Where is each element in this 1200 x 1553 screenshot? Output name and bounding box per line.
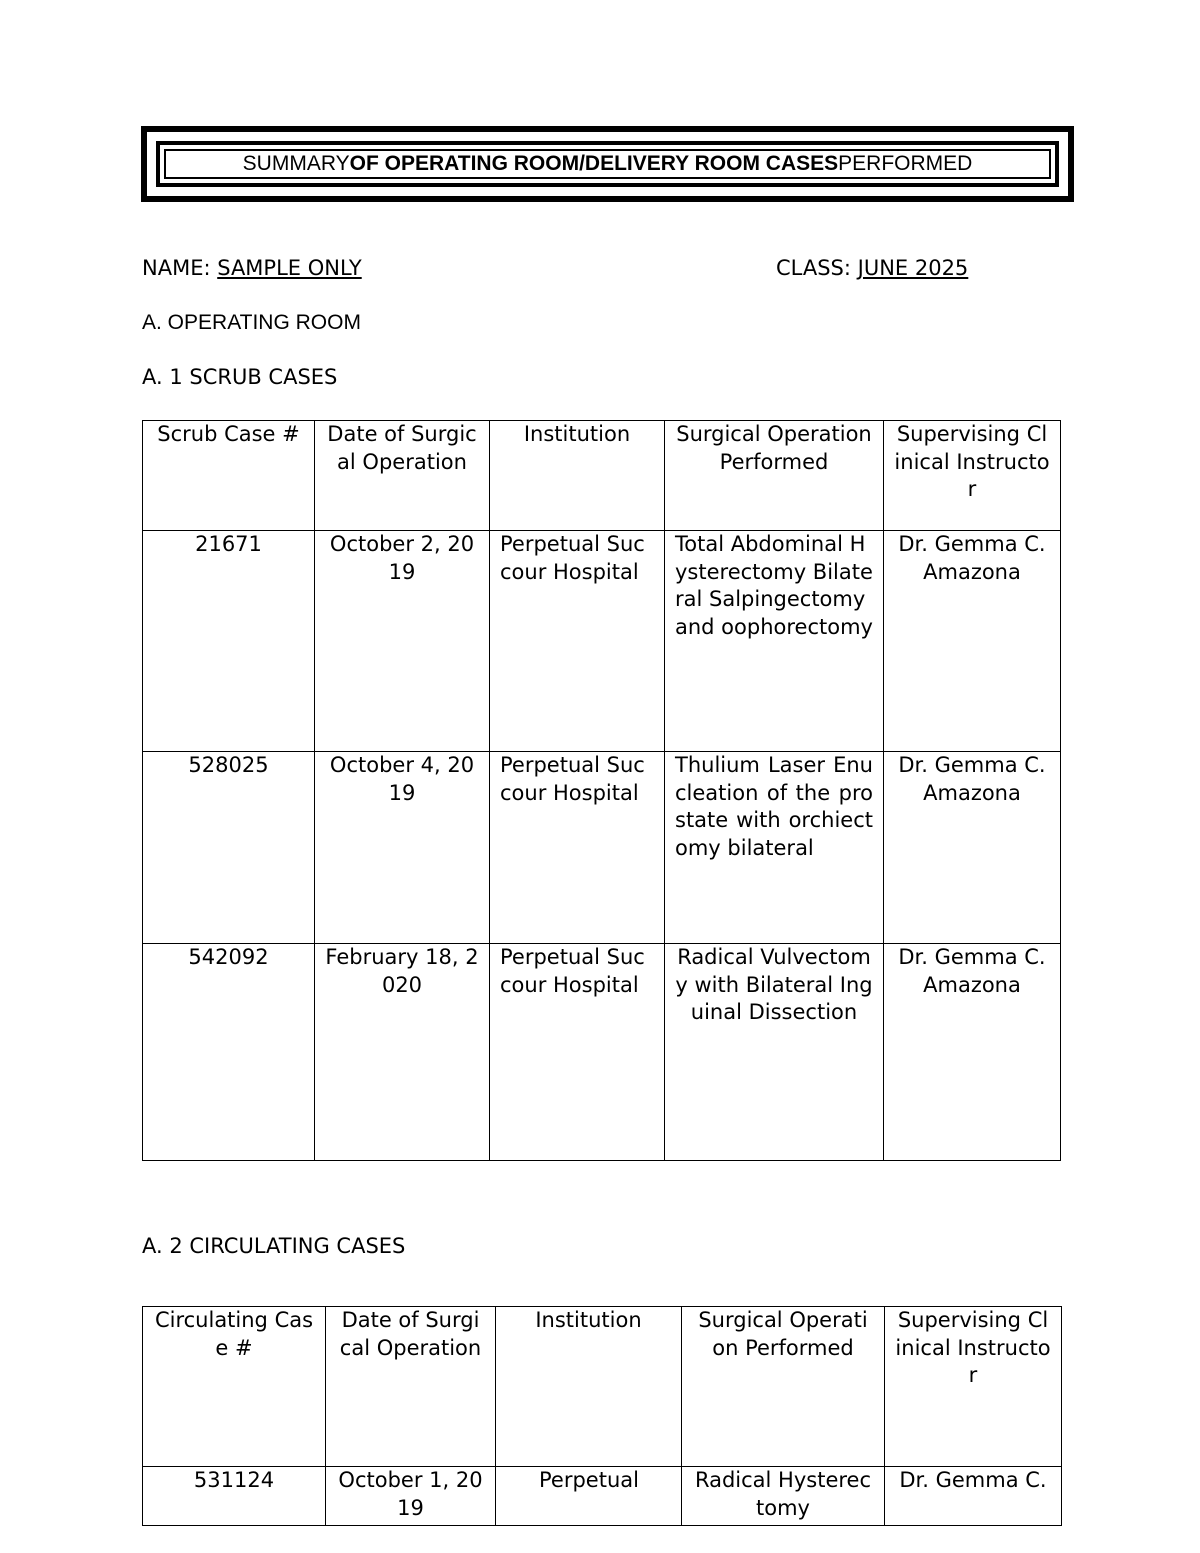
table-cell: 542092 bbox=[143, 944, 315, 1161]
table-header-row bbox=[143, 1307, 1062, 1467]
title-part-3: PERFORMED bbox=[838, 152, 973, 175]
class-line bbox=[776, 256, 968, 280]
table-header-row bbox=[143, 421, 1061, 531]
scrub-cases-table bbox=[142, 420, 1061, 1161]
table-cell: October 4, 2019 bbox=[315, 752, 490, 944]
table-cell: Dr. Gemma C. Amazona bbox=[884, 944, 1061, 1161]
header-cell: Surgical Operation Performed bbox=[682, 1307, 885, 1467]
header-cell: Date of Surgical Operation bbox=[326, 1307, 496, 1467]
title-frame bbox=[141, 126, 1074, 202]
title-part-2: OF OPERATING ROOM/DELIVERY ROOM CASES bbox=[349, 152, 839, 175]
header-cell: Scrub Case # bbox=[143, 421, 315, 531]
table-cell: Dr. Gemma C. Amazona bbox=[884, 752, 1061, 944]
class-label: CLASS: bbox=[776, 256, 858, 280]
class-value: JUNE 2025 bbox=[857, 256, 969, 280]
document-title bbox=[164, 149, 1051, 179]
table-cell: October 1, 2019 bbox=[326, 1467, 496, 1526]
table-row bbox=[143, 944, 1061, 1161]
circulating-cases-table bbox=[142, 1306, 1062, 1526]
name-label: NAME: bbox=[142, 256, 218, 280]
table-cell: Dr. Gemma C. bbox=[885, 1467, 1062, 1526]
section-a-heading: A. OPERATING ROOM bbox=[142, 311, 361, 334]
table-cell: February 18, 2020 bbox=[315, 944, 490, 1161]
title-part-1: SUMMARY bbox=[242, 152, 350, 175]
table-cell: 531124 bbox=[143, 1467, 326, 1526]
table-cell: Perpetual Succour Hospital bbox=[490, 752, 665, 944]
table-row bbox=[143, 1467, 1062, 1526]
header-cell: Circulating Case # bbox=[143, 1307, 326, 1467]
title-frame-inner bbox=[156, 141, 1059, 187]
table-cell: Total Abdominal Hysterectomy Bilateral Salpingectomy and oophorectomy bbox=[665, 531, 884, 752]
table-cell: Radical Hysterectomy bbox=[682, 1467, 885, 1526]
table-cell: Perpetual bbox=[496, 1467, 682, 1526]
header-cell: Supervising Clinical Instructor bbox=[885, 1307, 1062, 1467]
header-cell: Supervising Clinical Instructor bbox=[884, 421, 1061, 531]
name-line bbox=[142, 256, 362, 280]
table-cell: Perpetual Succour Hospital bbox=[490, 944, 665, 1161]
section-a2-heading: A. 2 CIRCULATING CASES bbox=[142, 1234, 406, 1258]
name-value: SAMPLE ONLY bbox=[217, 256, 362, 280]
table-row bbox=[143, 752, 1061, 944]
table-cell: October 2, 2019 bbox=[315, 531, 490, 752]
header-cell: Surgical Operation Performed bbox=[665, 421, 884, 531]
table-cell: Thulium Laser Enucleation of the prostate with orchiectomy bilateral bbox=[665, 752, 884, 944]
table-cell: Perpetual Succour Hospital bbox=[490, 531, 665, 752]
header-cell: Date of Surgical Operation bbox=[315, 421, 490, 531]
table-row bbox=[143, 531, 1061, 752]
table-cell: Radical Vulvectomy with Bilateral Inguinal Dissection bbox=[665, 944, 884, 1161]
header-cell: Institution bbox=[490, 421, 665, 531]
section-a1-heading: A. 1 SCRUB CASES bbox=[142, 365, 338, 389]
table-cell: 528025 bbox=[143, 752, 315, 944]
table-cell: 21671 bbox=[143, 531, 315, 752]
table-cell: Dr. Gemma C. Amazona bbox=[884, 531, 1061, 752]
header-cell: Institution bbox=[496, 1307, 682, 1467]
